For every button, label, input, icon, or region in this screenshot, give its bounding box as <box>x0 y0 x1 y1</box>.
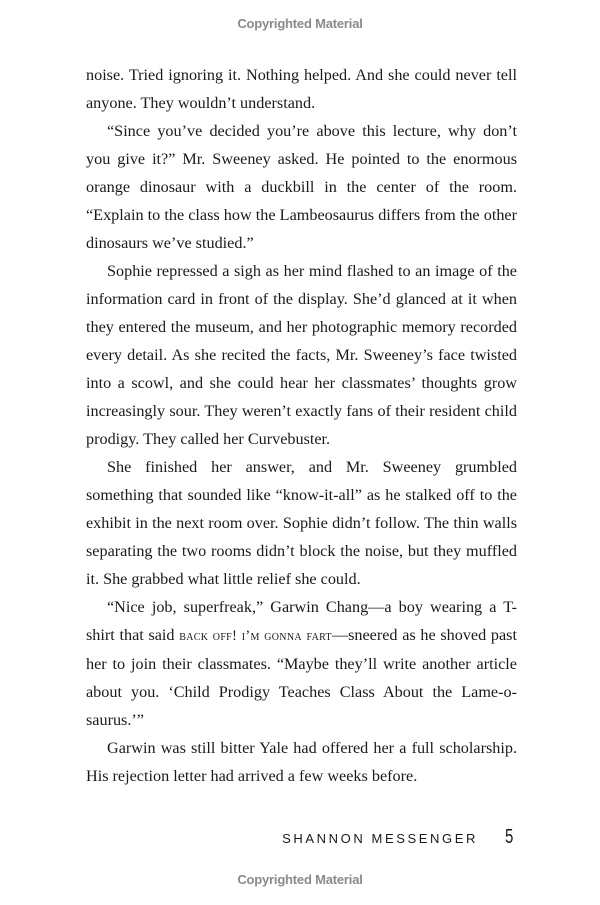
running-footer-author: SHANNON MESSENGER <box>282 831 478 846</box>
paragraph-4: She finished her answer, and Mr. Sweeney grumbled something that sounded like “know-it-all” as he stalked off to the exhibit in the next room over. Sophie didn’t follow. The thin walls separating the two rooms didn’t block the noise, but they muffled it. She grabbed what little relief she could. <box>86 458 517 588</box>
paragraph-5-lead: “Nice job, superfreak,” Garwin Chang—a boy wearing a T-shirt that said <box>86 598 517 644</box>
page-number: 5 <box>505 826 514 848</box>
paragraph-6: Garwin was still bitter Yale had offered her a full scholarship. His rejection letter had arrived a few weeks before. <box>86 739 517 785</box>
page-body-text <box>86 61 517 790</box>
tshirt-slogan: back off! i’m gonna fart <box>179 628 332 644</box>
paragraph-2: “Since you’ve decided you’re above this lecture, why don’t you give it?” Mr. Sweeney asked. He pointed to the enormous orange dinosaur with a duckbill in the center of the room. “Explain to the class how the Lambeosaurus differs from the other dinosaurs we’ve studied.” <box>86 122 517 252</box>
paragraph-5 <box>86 593 517 734</box>
copyright-watermark-top: Copyrighted Material <box>237 16 363 31</box>
paragraph-5-tail: —sneered as he shoved past her to join their classmates. “Maybe they’ll write another article about you. ‘Child Prodigy Teaches Class About the Lame-o-saurus.’” <box>86 626 517 729</box>
paragraph-3: Sophie repressed a sigh as her mind flashed to an image of the information card in front of the display. She’d glanced at it when they entered the museum, and her photographic memory recorded every detail. As she recited the facts, Mr. Sweeney’s face twisted into a scowl, and she could hear her classmates’ thoughts grow increasingly sour. They weren’t exactly fans of their resident child prodigy. They called her Curvebuster. <box>86 262 517 448</box>
paragraph-1: noise. Tried ignoring it. Nothing helped. And she could never tell anyone. They wouldn’t understand. <box>86 66 517 112</box>
page-footer <box>0 826 600 856</box>
copyright-watermark-bottom: Copyrighted Material <box>237 872 363 887</box>
